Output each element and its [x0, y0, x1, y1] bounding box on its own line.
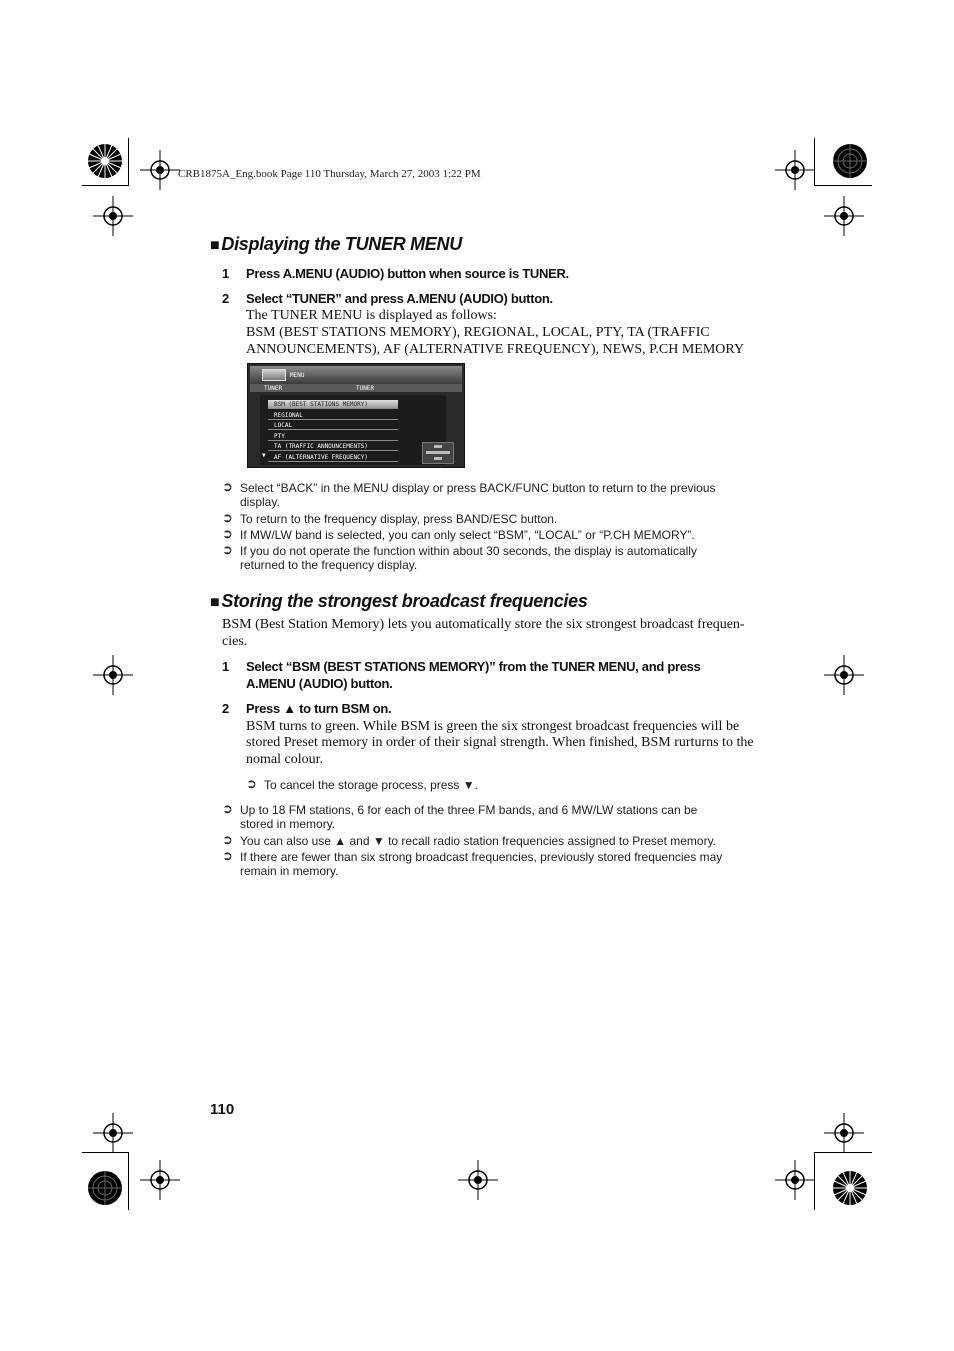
note-arrow-icon: ➲: [222, 832, 233, 847]
body-line: BSM (BEST STATIONS MEMORY), REGIONAL, LOCAL, PTY, TA (TRAFFIC: [246, 325, 710, 340]
step-text: A.MENU (AUDIO) button.: [246, 676, 393, 691]
note-text: If you do not operate the function within about 30 seconds, the display is automatically: [240, 544, 697, 558]
registration-mark-icon: [824, 1113, 864, 1153]
registration-mark-icon: [93, 1113, 133, 1153]
intro-line: BSM (Best Station Memory) lets you automatically store the six strongest broadcast frequen-: [222, 617, 745, 632]
crop-line: [128, 138, 129, 186]
screen-tuner-left: TUNER: [264, 385, 283, 392]
registration-mark-icon: [93, 655, 133, 695]
section-marker-icon: ■: [210, 237, 220, 254]
note-item: [222, 803, 782, 833]
note-text: To return to the frequency display, press BAND/ESC button.: [240, 512, 558, 526]
sub-note-item: [246, 778, 766, 794]
note-arrow-icon: ➲: [222, 848, 233, 863]
screen-item-af: AF (ALTERNATIVE FREQUENCY): [268, 453, 398, 462]
registration-mark-icon: [140, 1160, 180, 1200]
note-text: Select “BACK” in the MENU display or press BACK/FUNC button to return to the previous: [240, 481, 716, 495]
note-text: display.: [240, 495, 280, 509]
note-item: [222, 544, 782, 574]
note-arrow-icon: ➲: [222, 801, 233, 816]
screen-item-ta: TA (TRAFFIC ANNOUNCEMENTS): [268, 442, 398, 451]
registration-mark-icon: [775, 1160, 815, 1200]
intro-line: cies.: [222, 634, 248, 649]
screen-joystick-icon: [422, 442, 454, 464]
step-text: Press ▲ to turn BSM on.: [246, 701, 392, 716]
note-item: [222, 512, 782, 528]
note-text: remain in memory.: [240, 864, 339, 878]
note-text: If MW/LW band is selected, you can only select “BSM”, “LOCAL” or “P.CH MEMORY”.: [240, 528, 695, 542]
body-line: BSM turns to green. While BSM is green the six strongest broadcast frequencies will be: [246, 719, 740, 734]
section-title-tuner-menu: [210, 234, 462, 255]
step-number: 2: [222, 701, 229, 716]
note-text: To cancel the storage process, press ▼.: [264, 778, 478, 792]
body-line: stored Preset memory in order of their signal strength. When finished, BSM rurturns to the: [246, 735, 754, 750]
book-header-line: CRB1875A_Eng.book Page 110 Thursday, March 27, 2003 1:22 PM: [178, 168, 481, 180]
registration-mark-icon: [775, 150, 815, 190]
crop-line: [814, 185, 872, 186]
body-line: The TUNER MENU is displayed as follows:: [246, 308, 497, 323]
body-line: ANNOUNCEMENTS), AF (ALTERNATIVE FREQUENCY), NEWS, P.CH MEMORY: [246, 342, 745, 357]
step-text: Select “BSM (BEST STATIONS MEMORY)” from the TUNER MENU, and press: [246, 659, 701, 674]
body-line: nomal colour.: [246, 752, 323, 767]
note-text: Up to 18 FM stations, 6 for each of the three FM bands, and 6 MW/LW stations can be: [240, 803, 698, 817]
note-item: [222, 834, 782, 850]
note-arrow-icon: ➲: [222, 479, 233, 494]
screen-item-pty: PTY: [268, 432, 398, 441]
note-text: returned to the frequency display.: [240, 558, 418, 572]
screen-menu-label: MENU: [290, 372, 305, 379]
note-arrow-icon: ➲: [246, 776, 257, 791]
tuner-menu-screenshot: [247, 363, 465, 468]
note-arrow-icon: ➲: [222, 542, 233, 557]
step-2: [222, 701, 782, 717]
screen-logo-icon: [262, 369, 286, 381]
step-number: 2: [222, 291, 229, 306]
starburst-mark-icon: [832, 1170, 868, 1206]
section-marker-icon: ■: [210, 594, 220, 611]
section-title-text: Storing the strongest broadcast frequencies: [221, 591, 588, 611]
step-number: 1: [222, 266, 229, 281]
registration-mark-icon: [458, 1160, 498, 1200]
step-text: Press A.MENU (AUDIO) button when source is TUNER.: [246, 266, 569, 281]
screen-item-bsm: BSM (BEST STATIONS MEMORY): [268, 400, 398, 409]
note-item: [222, 850, 782, 880]
registration-mark-icon: [824, 655, 864, 695]
registration-mark-icon: [824, 196, 864, 236]
crop-line: [128, 1152, 129, 1210]
screen-item-regional: REGIONAL: [268, 411, 398, 420]
step-1: [222, 659, 782, 693]
registration-mark-icon: [140, 150, 180, 190]
note-text: If there are fewer than six strong broadcast frequencies, previously stored frequencies may: [240, 850, 723, 864]
section-title-text: Displaying the TUNER MENU: [221, 234, 462, 254]
note-arrow-icon: ➲: [222, 526, 233, 541]
starburst-mark-icon: [87, 143, 123, 179]
starburst-mark-icon: [87, 1170, 123, 1206]
section-title-bsm: [210, 591, 588, 612]
screen-item-local: LOCAL: [268, 421, 398, 430]
screen-scroll-arrow-icon: ▼: [262, 452, 266, 459]
note-arrow-icon: ➲: [222, 510, 233, 525]
note-item: [222, 528, 782, 544]
starburst-mark-icon: [832, 143, 868, 179]
step-2: [222, 291, 782, 307]
step-1: [222, 266, 782, 282]
crop-line: [82, 185, 129, 186]
note-text: You can also use ▲ and ▼ to recall radio station frequencies assigned to Preset memory.: [240, 834, 717, 848]
registration-mark-icon: [93, 196, 133, 236]
step-text: Select “TUNER” and press A.MENU (AUDIO) button.: [246, 291, 553, 306]
screen-tuner-mid: TUNER: [356, 385, 375, 392]
note-text: stored in memory.: [240, 817, 336, 831]
note-item: [222, 481, 782, 511]
page-number: 110: [210, 1101, 235, 1118]
step-number: 1: [222, 659, 229, 674]
